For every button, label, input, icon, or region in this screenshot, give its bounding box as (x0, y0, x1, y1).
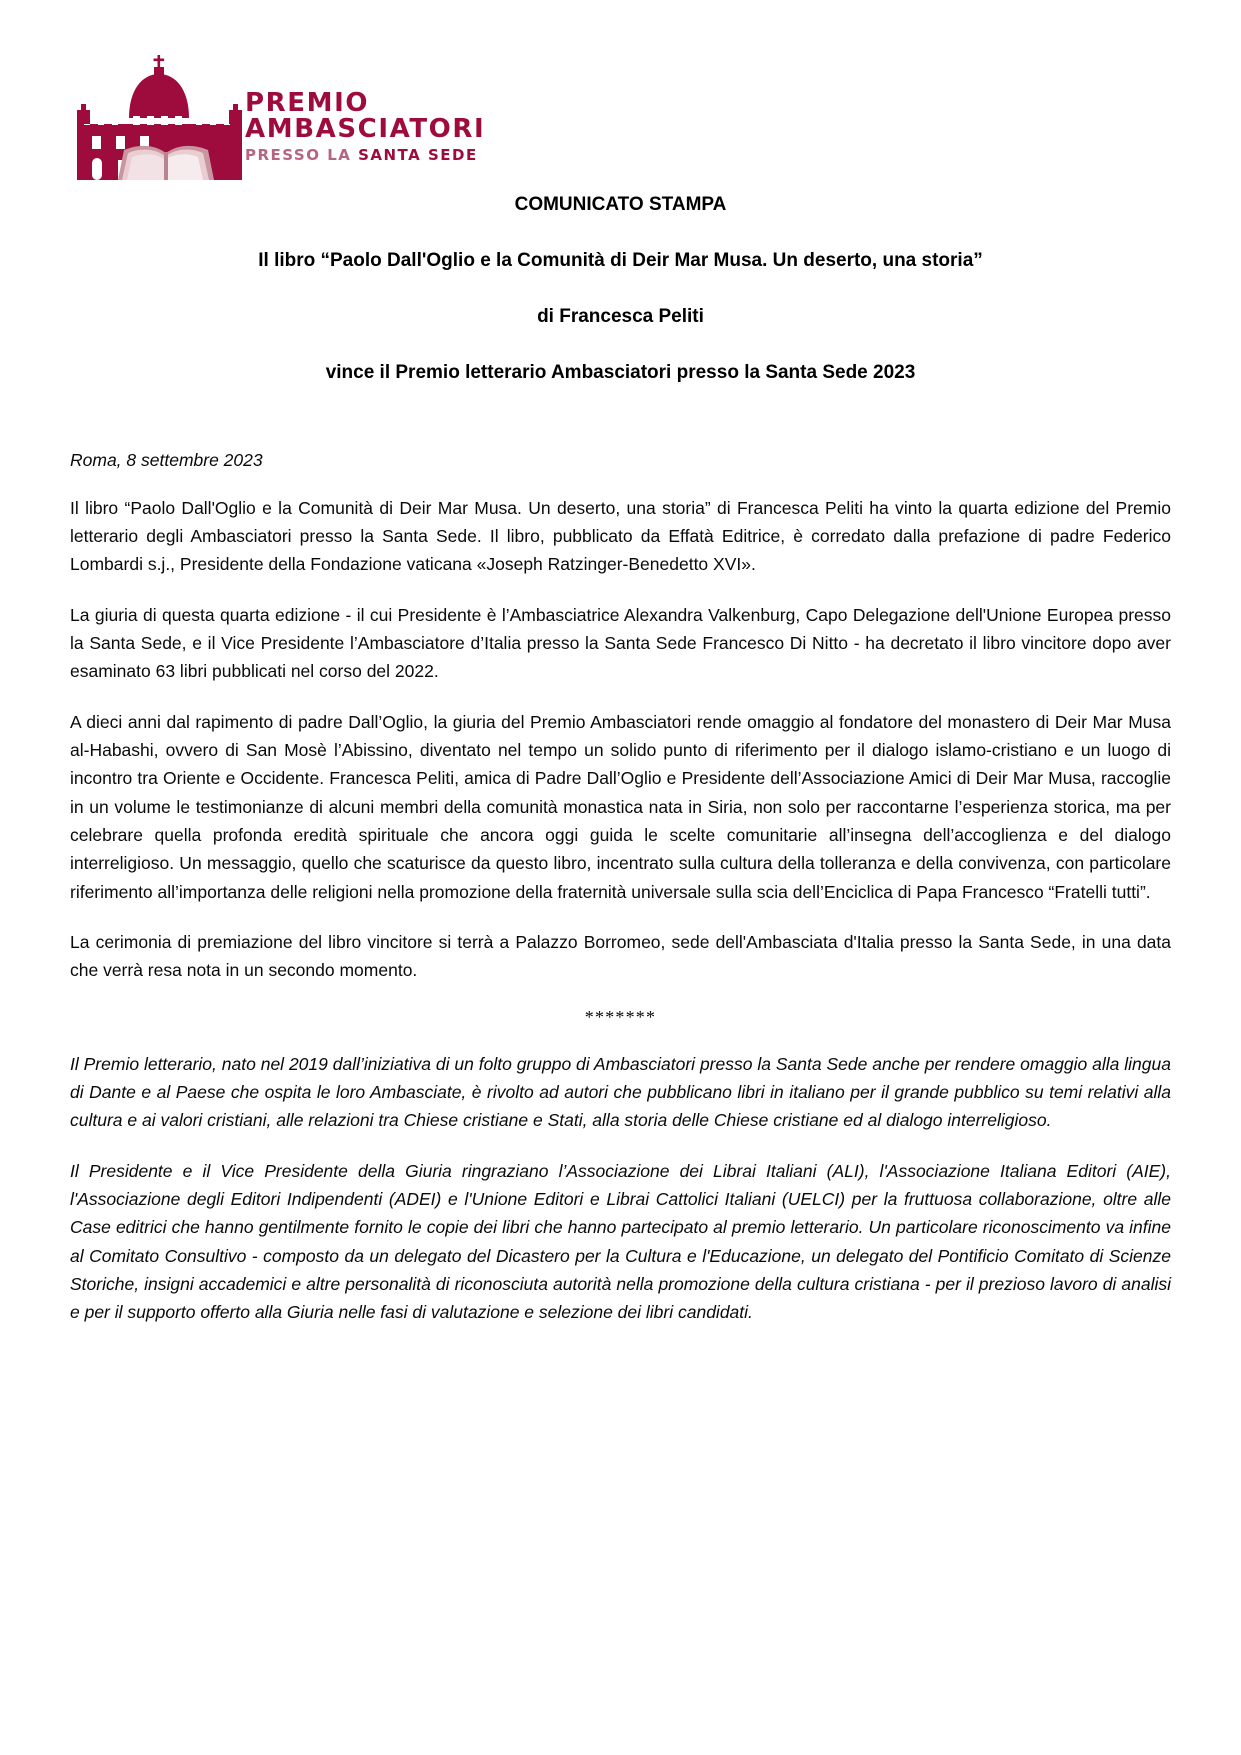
logo-santa-sede: SANTA SEDE (358, 146, 478, 164)
footer-note-block (70, 1050, 1171, 1327)
basilica-book-icon (72, 52, 247, 180)
document-header (0, 0, 1241, 164)
logo-line-premio: PREMIO (245, 88, 370, 119)
dateline: Roma, 8 settembre 2023 (70, 450, 263, 471)
asterisk-separator: ******* (584, 1006, 657, 1027)
author-heading: di Francesca Peliti (537, 306, 704, 328)
award-heading: vince il Premio letterario Ambasciatori presso la Santa Sede 2023 (325, 362, 916, 384)
headings-block (0, 192, 1241, 385)
body-paragraph: La cerimonia di premiazione del libro vincitore si terrà a Palazzo Borromeo, sede dell'Ambasciata d'Italia presso la Santa Sede, in una data che verrà resa nota in un secondo momento. (70, 932, 1171, 981)
logo-wordmark (245, 88, 486, 180)
document-body (0, 447, 1241, 1327)
logo-presso-la: PRESSO LA (245, 146, 359, 164)
press-release-kicker: COMUNICATO STAMPA (514, 194, 727, 215)
footer-paragraph: Il Premio letterario, nato nel 2019 dall’iniziativa di un folto gruppo di Ambasciatori presso la Santa Sede anche per rendere omaggio alla lingua di Dante e al Paese che ospita le loro Ambasciate, è rivolto ad autori che pubblicano libri in italiano per il grande pubblico su temi relativi alla cultura e ai valori cristiani, alle relazioni tra Chiese cristiane e Stati, alla storia delle Chiese cristiane ed al dialogo interreligioso. (70, 1053, 1171, 1131)
body-paragraph: Il libro “Paolo Dall'Oglio e la Comunità di Deir Mar Musa. Un deserto, una storia” di Francesca Peliti ha vinto la quarta edizione del Premio letterario degli Ambasciatori presso la Santa Sede. Il libro, pubblicato da Effatà Editrice, è corredato dalla prefazione di padre Federico Lombardi s.j., Presidente della Fondazione vaticana «Joseph Ratzinger-Benedetto XVI». (70, 497, 1171, 575)
book-title-heading: Il libro “Paolo Dall'Oglio e la Comunità di Deir Mar Musa. Un deserto, una storia” (258, 250, 983, 272)
logo (72, 52, 1241, 180)
logo-line-santasede (245, 146, 485, 164)
body-paragraph: La giuria di questa quarta edizione - il cui Presidente è l’Ambasciatrice Alexandra Valkenburg, Capo Delegazione dell'Unione Europea presso la Santa Sede, e il Vice Presidente l’Ambasciatore d’Italia presso la Santa Sede Francesco Di Nitto - ha decretato il libro vincitore dopo aver esaminato 63 libri pubblicati nel corso del 2022. (70, 604, 1171, 682)
footer-paragraph: Il Presidente e il Vice Presidente della Giuria ringraziano l’Associazione dei Librai Italiani (ALI), l'Associazione Italiana Editori (AIE), l'Associazione degli Editori Indipendenti (ADEI) e l'Unione Editori e Librai Cattolici Italiani (UELCI) per la fruttuosa collaborazione, oltre alle Case editrici che hanno gentilmente fornito le copie dei libri che hanno partecipato al premio letterario. Un particolare riconoscimento va infine al Comitato Consultivo - composto da un delegato del Dicastero per la Cultura e l'Educazione, un delegato del Pontificio Comitato di Scienze Storiche, insigni accademici e altre personalità di riconosciuta autorità nella promozione della cultura cristiana - per il prezioso lavoro di analisi e per il supporto offerto alla Giuria nelle fasi di valutazione e selezione dei libri candidati. (70, 1160, 1171, 1323)
body-paragraph: A dieci anni dal rapimento di padre Dall’Oglio, la giuria del Premio Ambasciatori rende omaggio al fondatore del monastero di Deir Mar Musa al-Habashi, ovvero di San Mosè l’Abissino, diventato nel tempo un solido punto di riferimento per il dialogo islamo-cristiano e un luogo di incontro tra Oriente e Occidente. Francesca Peliti, amica di Padre Dall’Oglio e Presidente dell’Associazione Amici di Deir Mar Musa, raccoglie in un volume le testimonianze di alcuni membri della comunità monastica nata in Siria, non solo per raccontarne l’esperienza storica, ma per celebrare quella profonda eredità spirituale che ancora oggi guida le scelte comunitarie all’insegna dell’accoglienza e del dialogo interreligioso. Un messaggio, quello che scaturisce da questo libro, incentrato sulla cultura della tolleranza e della convivenza, con particolare riferimento all’importanza delle religioni nella promozione della fraternità universale sulla scia dell’Enciclica di Papa Francesco “Fratelli tutti”. (70, 711, 1171, 902)
logo-line-ambasciatori: AMBASCIATORI (245, 113, 486, 144)
